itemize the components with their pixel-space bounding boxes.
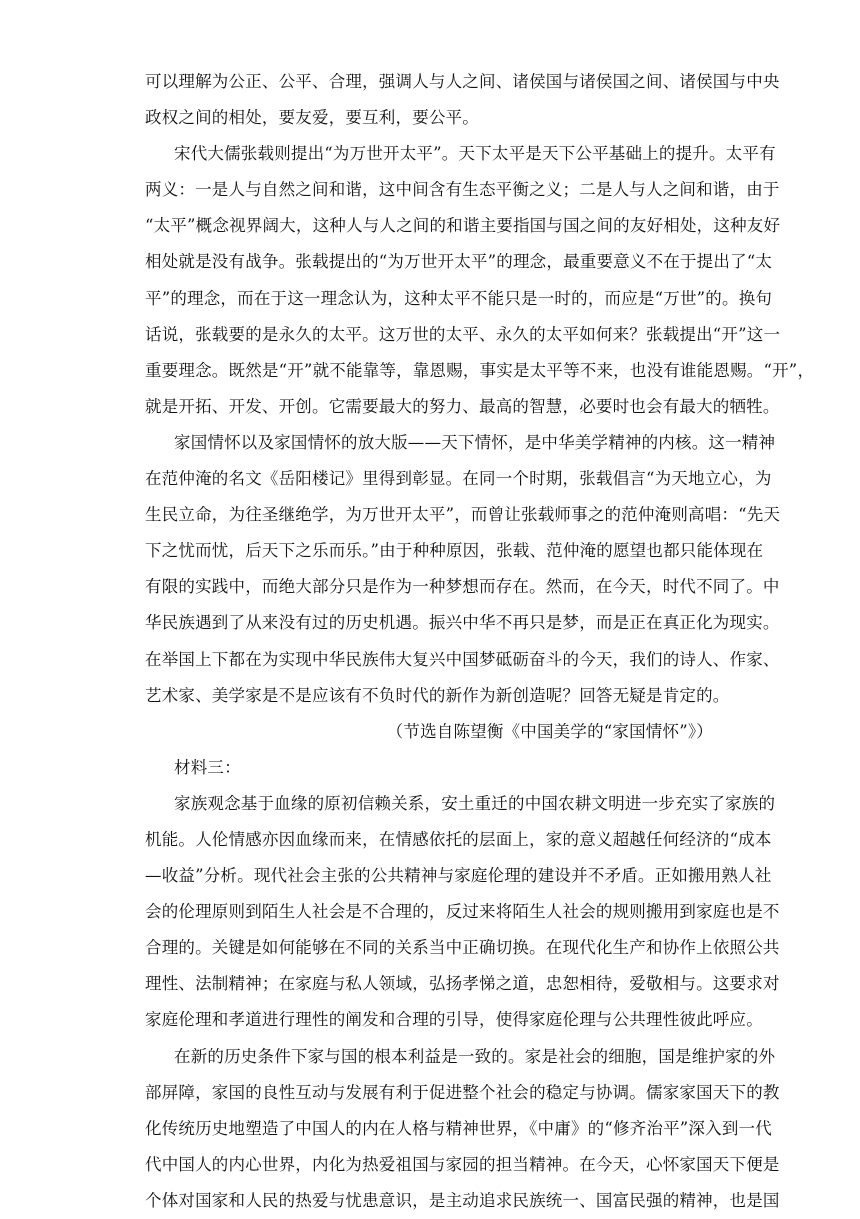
text-line: 在新的历史条件下家与国的根本利益是一致的。家是社会的细胞，国是维护家的外: [174, 1046, 776, 1066]
document-page: [145, 64, 815, 1219]
text-line: “太平”概念视界阔大，这种人与人之间的和谐主要指国与国之间的友好相处，这种友好: [145, 216, 781, 236]
source-citation: （节选自陈望衡《中国美学的“家国情怀”》）: [386, 721, 713, 741]
text-line: 机能。人伦情感亦因血缘而来，在情感依托的层面上，家的意义超越任何经济的“成本: [145, 829, 772, 849]
text-line: 会的伦理原则到陌生人社会是不合理的，反过来将陌生人社会的规则搬用到家庭也是不: [145, 902, 780, 922]
text-line: 家庭伦理和孝道进行理性的阐发和合理的引导，使得家庭伦理与公共理性彼此呼应。: [145, 1010, 763, 1030]
text-line: 理性、法制精神；在家庭与私人领域，弘扬孝悌之道，忠恕相待，爱敬相与。这要求对: [145, 974, 780, 994]
text-line: 华民族遇到了从来没有过的历史机遇。振兴中华不再只是梦，而是正在真正化为现实。: [145, 613, 780, 633]
text-line: 话说，张载要的是永久的太平。这万世的太平、永久的太平如何来？张载提出“开”这一: [145, 324, 781, 344]
text-line: 家国情怀以及家国情怀的放大版——天下情怀，是中华美学精神的内核。这一精神: [174, 432, 776, 452]
section-label: 材料三：: [174, 757, 241, 777]
text-line: 部屏障，家国的良性互动与发展有利于促进整个社会的稳定与协调。儒家家国天下的教: [145, 1082, 780, 1102]
text-line: 代中国人的内心世界，内化为热爱祖国与家园的担当精神。在今天，心怀家国天下便是: [145, 1154, 780, 1174]
text-line: 个体对国家和人民的热爱与忧患意识，是主动追求民族统一、国富民强的精神，也是国: [145, 1190, 780, 1210]
text-line: 可以理解为公正、公平、合理，强调人与人之间、诸侯国与诸侯国之间、诸侯国与中央: [145, 72, 780, 91]
text-line: 合理的。关键是如何能够在不同的关系当中正确切换。在现代化生产和协作上依照公共: [145, 938, 780, 958]
text-line: 就是开拓、开发、开创。它需要最大的努力、最高的智慧，必要时也会有最大的牺牲。: [145, 396, 780, 416]
text-line: 宋代大儒张载则提出“为万世开太平”。天下太平是天下公平基础上的提升。太平有: [174, 144, 776, 164]
text-line: 在举国上下都在为实现中华民族伟大复兴中国梦砥砺奋斗的今天，我们的诗人、作家、: [145, 649, 780, 669]
text-line: 在范仲淹的名文《岳阳楼记》里得到彰显。在同一个时期，张载倡言“为天地立心，为: [145, 469, 772, 489]
text-line: 家族观念基于血缘的原初信赖关系，安土重迁的中国农耕文明进一步充实了家族的: [174, 793, 776, 813]
text-line: 下之忧而忧，后天下之乐而乐。”由于种种原因，张载、范仲淹的愿望也都只能体现在: [145, 541, 764, 561]
text-line: 政权之间的相处，要友爱，要互利，要公平。: [145, 108, 479, 128]
text-line: —收益”分析。现代社会主张的公共精神与家庭伦理的建设并不矛盾。正如搬用熟人社: [145, 866, 772, 886]
text-line: 平”的理念，而在于这一理念认为，这种太平不能只是一时的，而应是“万世”的。换句: [145, 288, 773, 308]
text-line: 生民立命，为往圣继绝学，为万世开太平”，而曾让张载师事之的范仲淹则高唱：“先天: [145, 505, 781, 525]
text-line: 两义：一是人与自然之间和谐，这中间含有生态平衡之义；二是人与人之间和谐，由于: [145, 180, 780, 200]
text-line: 重要理念。既然是“开”就不能靠等，靠恩赐，事实是太平等不来，也没有谁能恩赐。“开”，: [145, 360, 815, 380]
text-line: 化传统历史地塑造了中国人的内在人格与精神世界，《中庸》的“修齐治平”深入到一代: [145, 1118, 772, 1138]
text-line: 艺术家、美学家是不是应该有不负时代的新作为新创造呢？回答无疑是肯定的。: [145, 685, 730, 705]
text-line: 有限的实践中，而绝大部分只是作为一种梦想而存在。然而，在今天，时代不同了。中: [145, 577, 780, 597]
text-line: 相处就是没有战争。张载提出的“为万世开太平”的理念，最重要意义不在于提出了“太: [145, 252, 773, 272]
